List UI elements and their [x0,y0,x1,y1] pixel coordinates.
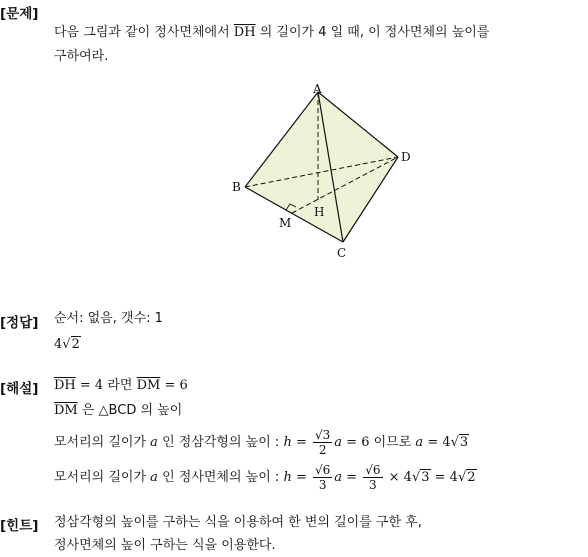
frac-num: √3 [315,428,331,442]
solution-l3-res: = 4 [423,435,451,450]
frac-den: 3 [318,478,327,492]
solution-l3-text2: 인 정삼각형의 높이 : [157,435,284,450]
sqrt-2: √2 [457,470,476,485]
segment-dh: $\overline{DH}$ [233,25,256,40]
answer-line-1: 순서: 없음, 갯수: 1 [54,311,163,326]
segment-dh-2: $\overline{DH}$ [54,378,76,393]
solution-line-4 [54,461,477,495]
label-a: A [313,82,322,96]
sqrt-3: √3 [411,470,430,485]
solution-line-2 [54,400,182,422]
hint-line-1: 정삼각형의 높이를 구하는 식을 이용하여 한 변의 길이를 구한 후, [54,515,422,530]
hint-line-2: 정사면체의 높이 구하는 식을 이용한다. [54,538,276,553]
label-m: M [279,216,292,230]
tetrahedron-figure [226,80,426,265]
problem-line-1 [54,22,489,44]
solution-l4-text: 모서리의 길이가 [54,470,151,485]
frac-den: 2 [318,443,327,457]
solution-l3-text: 모서리의 길이가 [54,435,151,450]
problem-tag: [문제] [0,6,39,22]
solution-l4-text2: 인 정사면체의 높이 : [157,470,284,485]
solution-line-3 [54,426,469,460]
problem-text-a: 다음 그림과 같이 정사면체에서 [54,25,234,40]
radicand: 3 [459,435,469,450]
frac-den: 3 [369,478,377,492]
var-a: a [334,470,343,485]
equals: = [291,470,311,485]
fraction-sqrt3-over-2 [313,428,332,457]
problem-line-2: 구하여라. [54,49,109,64]
var-a: a [334,435,343,450]
answer-value [54,334,81,356]
var-a: a [150,470,158,485]
var-a: a [150,435,158,450]
label-c: C [337,246,347,260]
solution-tag: [해설] [0,381,39,397]
answer-coef: 4 [54,337,63,352]
radicand: 3 [421,470,430,485]
equals: = [342,470,362,485]
var-h: h [283,470,292,485]
var-h: h [283,435,292,450]
segment-dm-2: $\overline{DM}$ [54,403,78,418]
label-h: H [314,205,325,219]
sqrt-3: √3 [450,435,469,450]
label-d: D [401,150,411,164]
frac-num: √6 [365,463,381,477]
solution-l2-text: 은 △BCD 의 높이 [77,403,183,418]
solution-l1-end: = 6 [160,378,188,393]
problem-text-b: 의 길이가 4 일 때, 이 정사면체의 높이를 [255,25,490,40]
solution-l4-times: × 4 [384,470,412,485]
label-b: B [232,180,241,194]
answer-radicand: 2 [71,337,80,352]
fraction-sqrt6-over-3 [313,463,332,492]
radicand: 2 [467,470,476,485]
var-a: a [415,435,424,450]
solution-l3-rest: = 6 이므로 [342,435,416,450]
solution-l4-res: = 4 [430,470,458,485]
solution-l1-mid: = 4 라면 [75,378,137,393]
answer-tag: [정답] [0,315,39,331]
solution-line-1 [54,375,188,397]
frac-num: √6 [315,463,331,477]
fraction-sqrt6-over-3-b [363,463,382,492]
equals: = [291,435,311,450]
answer-sqrt: √2 [62,337,80,352]
hint-tag: [힌트] [0,518,39,534]
segment-dm: $\overline{DM}$ [136,378,161,393]
